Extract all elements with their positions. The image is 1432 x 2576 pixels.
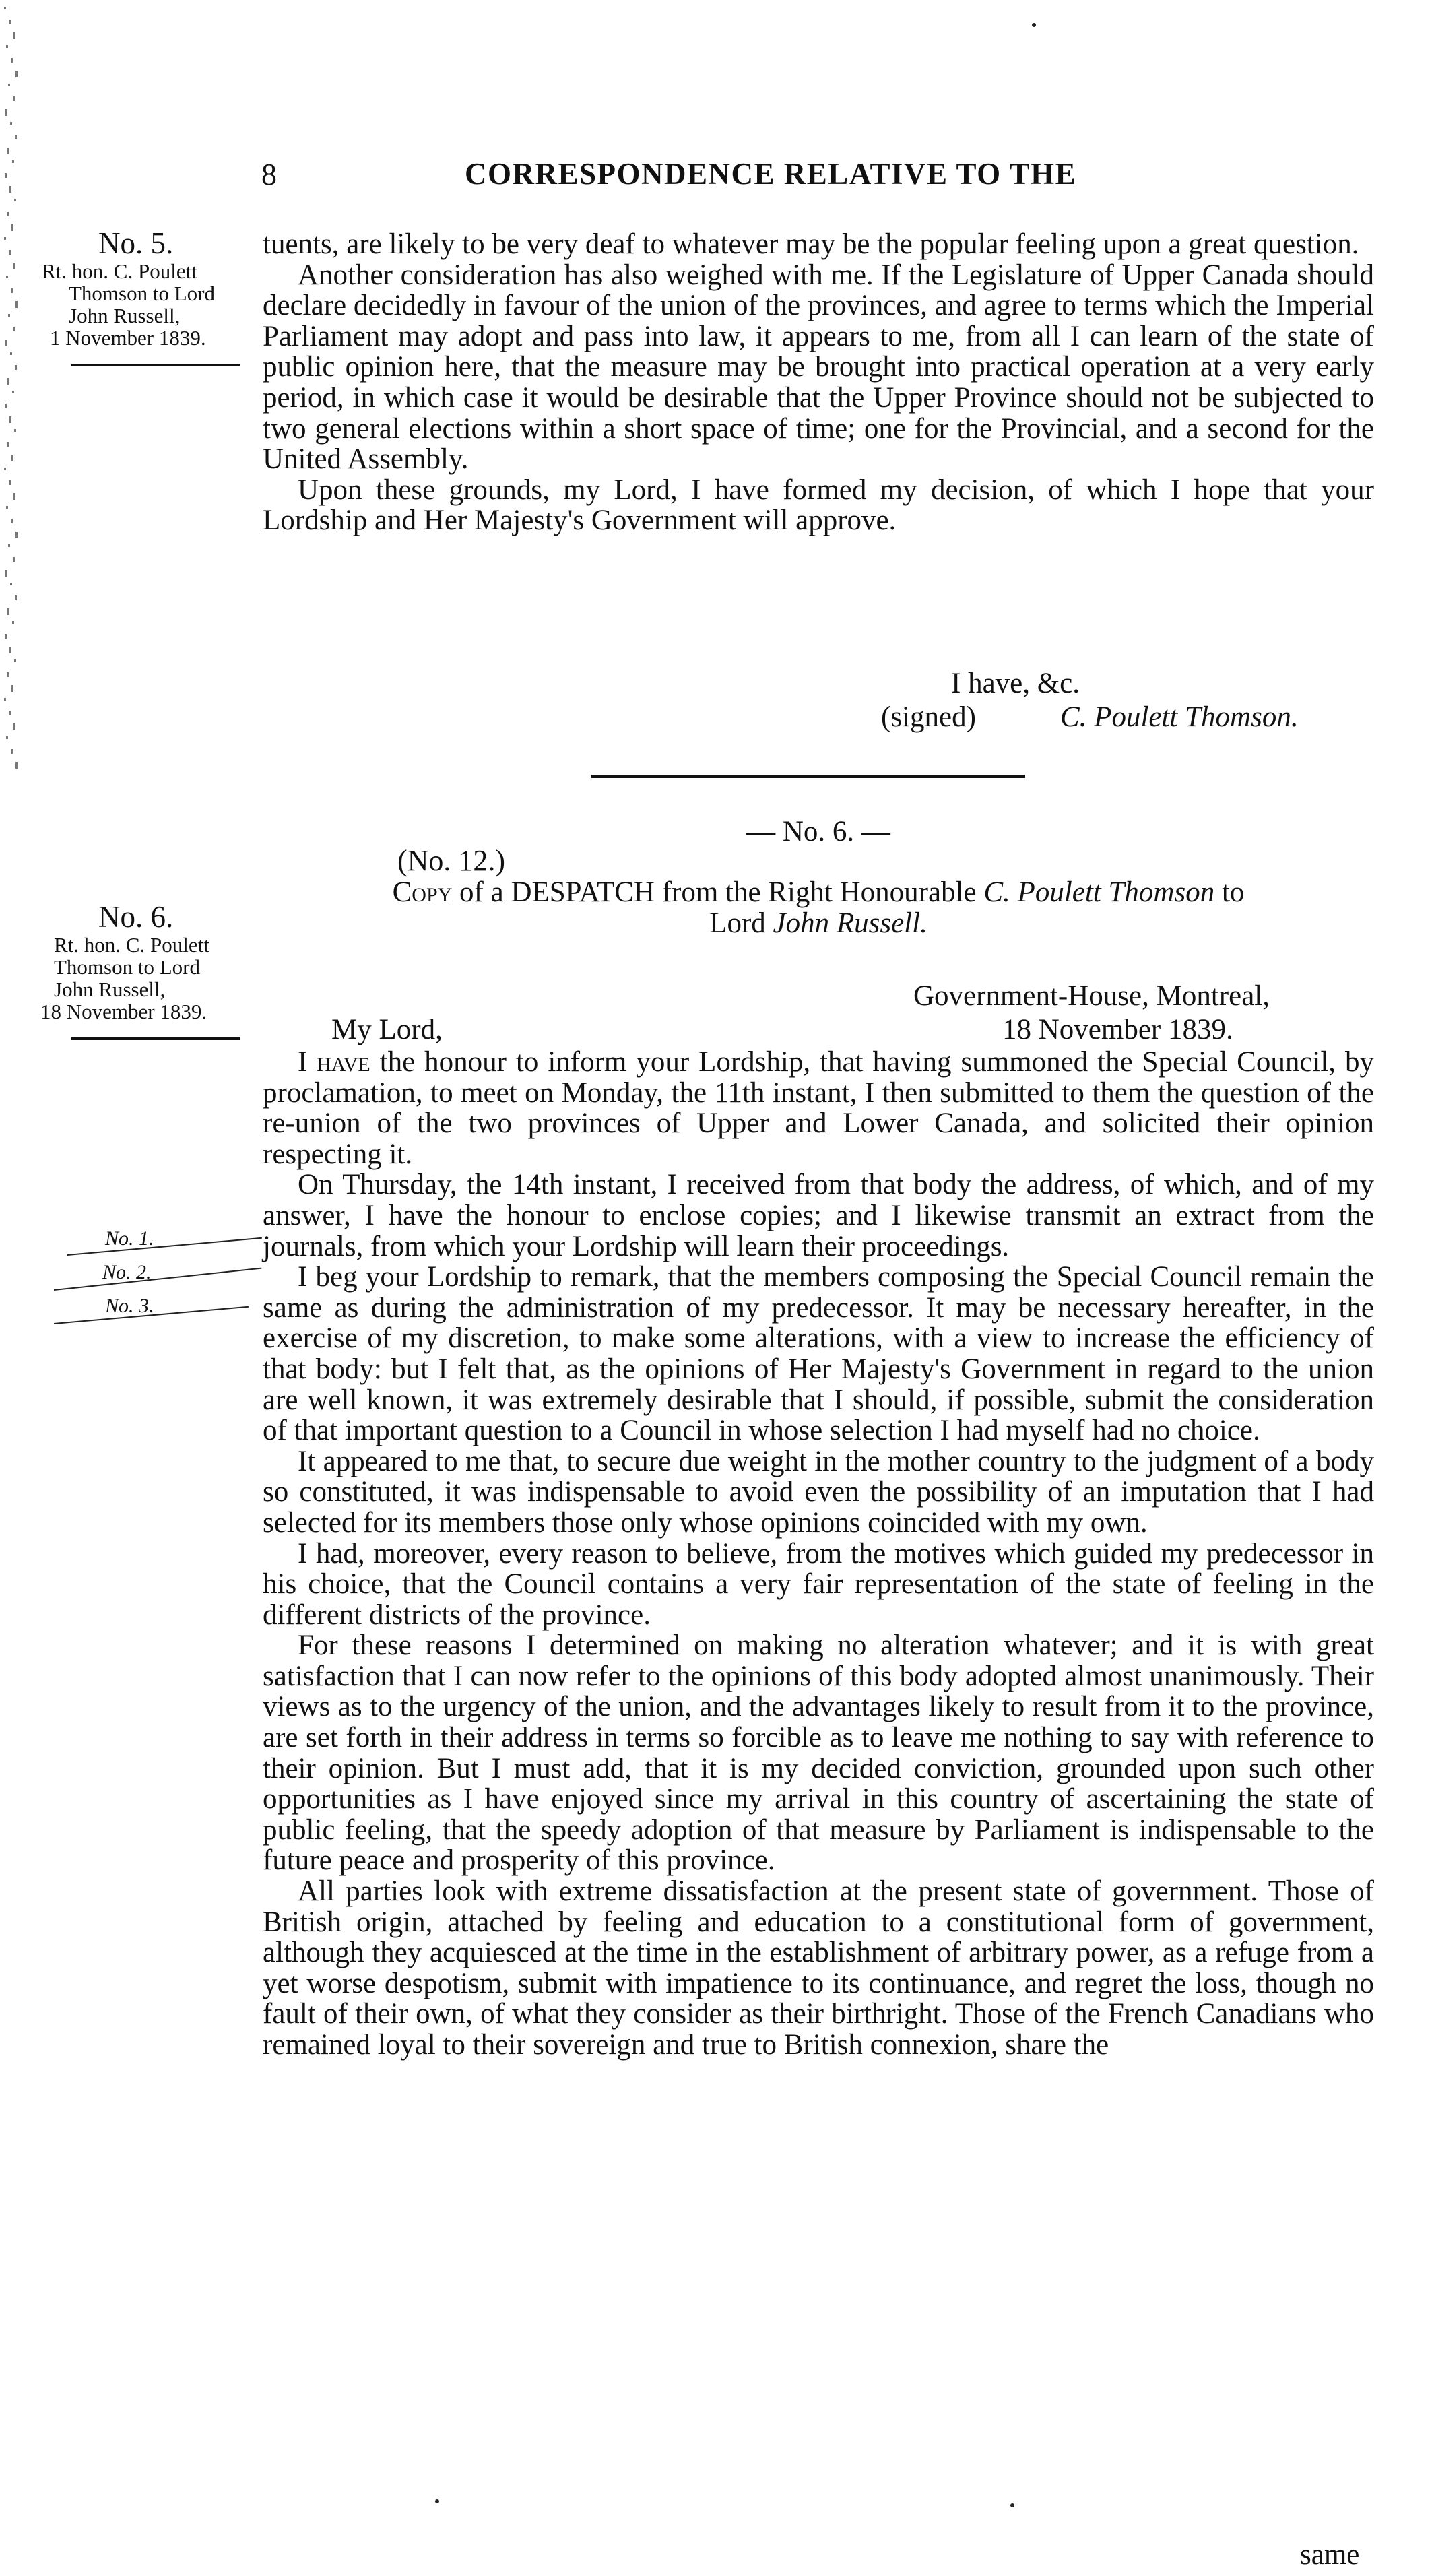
margin-speck — [13, 493, 15, 500]
margin-note-line: Thomson to Lord — [69, 282, 215, 305]
letter6-body — [263, 1047, 1374, 2061]
margin-speck — [4, 468, 6, 470]
margin-speck — [7, 378, 9, 385]
margin-speck — [13, 32, 15, 39]
paragraph — [263, 1047, 1374, 1169]
speck — [1010, 2503, 1014, 2507]
title-mid: of a DESPATCH from the Right Honourable — [452, 876, 984, 908]
margin-speck — [10, 122, 12, 125]
section-heading: — No. 6. — — [746, 816, 890, 847]
margin-speck — [5, 634, 7, 639]
paragraph: All parties look with extreme dissatisfaction at the present state of government. Those of British origin, attached by feeling and education to a constitutional form of government, although they acquiesced at the time in the establishment of arbitrary power, as a refuge from a yet worse despotism, submit with impatience to its continuance, and regret the loss, though no fault of their own, of what they consider as their birthright. Those of the French Canadians who remained loyal to their sovereign and true to British connexion, share the — [263, 1875, 1374, 2061]
margin-note-number: No. 6. — [98, 900, 174, 934]
paragraph: For these reasons I determined on making no alteration whatever; and it is with great satisfaction that I can now refer to the opinions of this body adopted almost unanimously. Their views as to the urgency of the union, and the advantages likely to result from it to the province, are set forth in their address in terms so forcible as to leave me nothing to say with reference to their opinion. But I must add, that it is my decided conviction, grounded upon such other opportunities as I have enjoyed since my arrival in this country of ascertaining the state of public feeling, that the speedy adoption of that measure by Parliament is indispensable to the future peace and prosperity of this province. — [263, 1630, 1374, 1877]
closing: I have, &c. — [951, 668, 1080, 699]
page-number: 8 — [261, 157, 277, 191]
paragraph-text: the honour to inform your Lordship, that having summoned the Special Council, by proclamation, to meet on Monday, the 11th instant, I then submitted to them the question of the re-union of the two provinces of Upper and Lower Canada, and solicited their opinion respecting it. — [263, 1046, 1374, 1170]
margin-speck — [11, 224, 13, 231]
title-copy: Copy — [392, 876, 453, 908]
enclosure-notes — [40, 1227, 263, 1328]
margin-note-no6 — [36, 900, 259, 1040]
speck — [1032, 23, 1036, 27]
margin-note-line: Rt. hon. C. Poulett — [54, 933, 209, 957]
margin-speck — [9, 711, 11, 715]
margin-note-rule — [71, 1037, 240, 1040]
title-line2-prefix: Lord — [709, 907, 773, 939]
margin-speck — [13, 96, 15, 101]
margin-speck — [8, 314, 10, 317]
margin-speck — [5, 340, 7, 346]
margin-note-line: 1 November 1839. — [50, 326, 206, 350]
address-date: 18 November 1839. — [1002, 1014, 1233, 1045]
enclosure-no3: No. 3. — [105, 1295, 154, 1317]
title-name: C. Poulett Thomson — [983, 876, 1215, 908]
despatch-title — [263, 877, 1374, 939]
margin-speck — [7, 148, 9, 154]
margin-speck — [5, 570, 7, 577]
margin-speck — [11, 455, 13, 461]
margin-speck — [6, 276, 8, 278]
despatch-number: (No. 12.) — [397, 844, 506, 877]
address-place: Government-House, Montreal, — [913, 980, 1270, 1012]
signed-label: (signed) — [881, 701, 976, 733]
margin-speck — [5, 109, 7, 116]
letter5-body — [263, 229, 1374, 536]
opening-words: I have — [298, 1046, 370, 1078]
paragraph: On Thursday, the 14th instant, I received from that body the address, of which, and of my answer, I have the honour to enclose copies; and I likewise transmit an extract from the journals, from which your Lordship will learn their proceedings. — [263, 1169, 1374, 1262]
margin-speck — [11, 685, 13, 692]
margin-note-line: Thomson to Lord — [54, 955, 200, 979]
margin-speck — [15, 595, 17, 600]
paragraph: Another consideration has also weighed with me. If the Legislature of Upper Canada should declare decidedly in favour of the union of the provinces, and agree to terms which the Imperial Parliament may adopt and pass into law, it appears to me, from all I can learn of the state of public opinion here, that the measure may be brought into practical operation at a very early period, in which case it would be desirable that the Upper Province should not be subjected to two general elections within a short space of time; one for the Provincial, and a second for the United Assembly. — [263, 259, 1374, 476]
margin-note-number: No. 5. — [98, 226, 174, 260]
margin-speck — [14, 199, 16, 201]
margin-speck — [13, 723, 15, 730]
margin-speck — [10, 352, 12, 355]
margin-speck — [7, 212, 9, 216]
margin-speck — [5, 404, 7, 408]
margin-speck — [4, 237, 6, 240]
enclosure-stroke — [54, 1268, 262, 1291]
signature: C. Poulett Thomson. — [1060, 701, 1299, 733]
margin-speck — [15, 532, 18, 538]
margin-speck — [6, 736, 8, 739]
margin-speck — [13, 557, 15, 562]
margin-speck — [8, 84, 10, 86]
paragraph: tuents, are likely to be very deaf to whatever may be the popular feeling upon a great question. — [263, 228, 1359, 260]
margin-speck — [14, 429, 16, 432]
margin-speck — [13, 263, 15, 269]
margin-speck — [9, 416, 11, 423]
margin-speck — [12, 621, 14, 624]
paragraph: I had, moreover, every reason to believe, from the motives which guided my predecessor in his choice, that the Council contains a very fair representation of the state of feeling in the different districts of the province. — [263, 1537, 1374, 1631]
margin-speck — [8, 544, 10, 547]
margin-speck — [6, 506, 8, 509]
enclosure-stroke — [67, 1237, 262, 1256]
margin-speck — [4, 7, 6, 9]
margin-note-line: John Russell, — [54, 977, 166, 1001]
margin-speck — [7, 672, 9, 677]
page-header — [0, 156, 1432, 197]
catchword: same — [1300, 2539, 1360, 2571]
margin-speck — [11, 519, 13, 523]
margin-speck — [15, 365, 17, 370]
speck — [435, 2499, 439, 2503]
enclosure-no2: No. 2. — [102, 1261, 152, 1283]
margin-speck — [9, 20, 11, 24]
margin-speck — [11, 749, 13, 754]
margin-note-no5 — [36, 226, 259, 366]
margin-speck — [15, 71, 18, 77]
margin-note-rule — [71, 364, 240, 366]
margin-speck — [9, 250, 11, 255]
section-separator — [591, 775, 1025, 778]
paragraph: I beg your Lordship to remark, that the members composing the Special Council remain the same as during the administration of my predecessor. It may be necessary hereafter, in the exercise of my discretion, to make some alterations, with a view to increase the efficiency of that body: but I felt that, as the opinions of Her Majesty's Government in regard to the union are well known, it was extremely desirable that I should, if possible, submit the consideration of that important question to a Council in whose selection I had myself had no choice. — [263, 1261, 1374, 1447]
margin-speck — [10, 583, 12, 585]
margin-speck — [11, 288, 13, 293]
running-title: CORRESPONDENCE RELATIVE TO THE — [465, 157, 1077, 191]
margin-speck — [11, 58, 13, 63]
margin-note-line: John Russell, — [69, 304, 181, 327]
margin-speck — [13, 327, 15, 331]
enclosure-no1: No. 1. — [105, 1227, 154, 1250]
margin-speck — [7, 442, 9, 447]
margin-speck — [9, 480, 11, 485]
paragraph: It appeared to me that, to secure due weight in the mother country to the judgment of a body so constituted, it was indispensable to avoid even the possibility of an imputation that I had selected for its members those only whose opinions coincided with my own. — [263, 1445, 1374, 1539]
margin-speck — [7, 608, 9, 615]
title-to: to — [1214, 876, 1245, 908]
paragraph: Upon these grounds, my Lord, I have formed my decision, of which I hope that your Lordship and Her Majesty's Government will approve. — [263, 474, 1374, 537]
title-line2-name: John Russell. — [773, 907, 927, 939]
margin-speck — [14, 659, 16, 662]
margin-speck — [15, 135, 17, 139]
margin-speck — [12, 391, 14, 393]
margin-note-line: Rt. hon. C. Poulett — [42, 259, 197, 283]
margin-note-line: 18 November 1839. — [40, 1000, 207, 1023]
margin-speck — [6, 45, 8, 48]
margin-specks — [4, 0, 22, 808]
salutation: My Lord, — [331, 1014, 443, 1045]
margin-speck — [15, 762, 18, 769]
margin-speck — [4, 698, 6, 701]
margin-speck — [9, 647, 11, 653]
margin-speck — [15, 301, 18, 308]
